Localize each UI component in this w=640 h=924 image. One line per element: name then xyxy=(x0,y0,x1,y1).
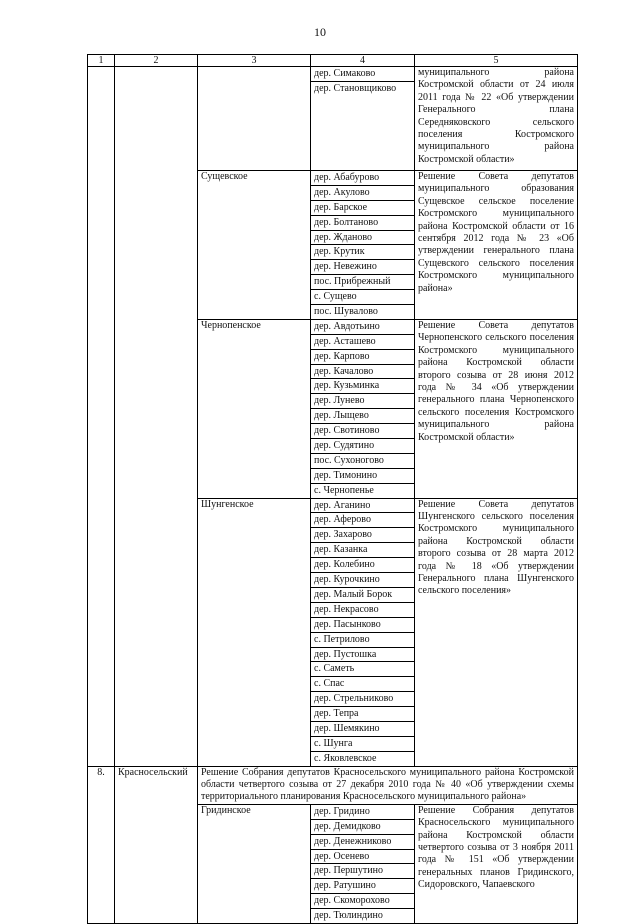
village-name: дер. Судятино xyxy=(311,439,414,454)
village-name: дер. Тюлиндино xyxy=(314,910,383,922)
village-name: дер. Скоморохово xyxy=(311,894,414,909)
village-name: с. Спас xyxy=(311,677,414,692)
village-name: пос. Сухоногово xyxy=(311,454,414,469)
settlement-name: Чернопенское xyxy=(198,319,311,498)
decision-cell: Решение Совета депутатов муниципального образования Сущевское сельское поселение Костромского муниципального района Костромской области от 16 сентября 2012 года № 23 «Об утверждении генерального плана Сущевского сельского поселения Костромского муниципального района» xyxy=(415,171,578,320)
village-name: дер. Карпово xyxy=(311,350,414,365)
column-number: 5 xyxy=(415,55,578,67)
village-name: дер. Крутик xyxy=(311,245,414,260)
village-name: дер. Тепра xyxy=(311,707,414,722)
village-name: дер. Стрельниково xyxy=(311,692,414,707)
village-name: дер. Авдотьино xyxy=(311,320,414,335)
village-name: с. Петрилово xyxy=(311,633,414,648)
table-row xyxy=(88,766,578,804)
village-name: дер. Кузьминка xyxy=(311,379,414,394)
village-name: дер. Тимонино xyxy=(311,469,414,484)
settlement-name: Гридинское xyxy=(198,804,311,923)
village-name: дер. Захарово xyxy=(311,528,414,543)
village-name: дер. Симаково xyxy=(311,67,414,82)
village-name: дер. Некрасово xyxy=(311,603,414,618)
settlement-name: Шунгенское xyxy=(198,498,311,766)
village-name: дер. Барское xyxy=(311,201,414,216)
village-name: дер. Демидково xyxy=(311,820,414,835)
village-name: дер. Абабурово xyxy=(311,171,414,186)
village-name: дер. Малый Борок xyxy=(311,588,414,603)
village-name: пос. Прибрежный xyxy=(311,275,414,290)
village-cell xyxy=(311,171,415,320)
village-name: дер. Денежниково xyxy=(311,835,414,850)
village-name: дер. Жданово xyxy=(311,231,414,246)
decision-cell: муниципального района Костромской области от 24 июля 2011 года № 22 «Об утверждении Генерального плана Середняковского сельского поселения Костромского муниципального района Костромской области» xyxy=(415,67,578,171)
decision-cell: Решение Совета депутатов Шунгенского сельского поселения Костромского муниципального района Костромской области второго созыва от 28 марта 2012 года № 18 «Об утверждении Генерального плана Шунгенского сельского поселения» xyxy=(415,498,578,766)
village-name: дер. Колебино xyxy=(311,558,414,573)
column-number: 4 xyxy=(311,55,415,67)
village-name: дер. Першутино xyxy=(311,864,414,879)
village-name: дер. Болтаново xyxy=(311,216,414,231)
decision-cell: Решение Совета депутатов Чернопенского сельского поселения Костромского муниципального района Костромской области второго созыва от 28 июня 2012 года № 34 «Об утверждении генерального плана Чернопенского сельского поселения Костромского муниципального района Костромской области» xyxy=(415,319,578,498)
village-name: дер. Качалово xyxy=(311,365,414,380)
village-name: дер. Казанка xyxy=(311,543,414,558)
village-name: дер. Курочкино xyxy=(311,573,414,588)
empty-cell xyxy=(198,67,311,171)
village-name: дер. Пасынково xyxy=(311,618,414,633)
column-number: 1 xyxy=(88,55,115,67)
village-name: дер. Шемякино xyxy=(311,722,414,737)
village-name: дер. Лыщево xyxy=(311,409,414,424)
settlements-table xyxy=(87,54,578,924)
district-name: Красносельский xyxy=(115,766,198,923)
decision-cell: Решение Собрания депутатов Красносельского муниципального района Костромской области четвертого созыва от 3 ноября 2011 года № 151 «Об утверждении генеральных планов Гридинского, Сидоровского, Чапаевского xyxy=(415,804,578,923)
table-row xyxy=(88,67,578,171)
settlement-name: Сущевское xyxy=(198,171,311,320)
district-number: 8. xyxy=(88,766,115,923)
village-name: с. Сущево xyxy=(311,290,414,305)
village-name: дер. Акулово xyxy=(311,186,414,201)
column-number: 3 xyxy=(198,55,311,67)
village-name: дер. Свотиново xyxy=(311,424,414,439)
village-name: с. Чернопенье xyxy=(314,484,374,496)
village-cell xyxy=(311,498,415,766)
village-name: дер. Становщиково xyxy=(314,82,397,94)
village-name: дер. Лунево xyxy=(311,394,414,409)
column-number-row xyxy=(88,55,578,67)
village-name: дер. Ратушино xyxy=(311,879,414,894)
district-decision: Решение Собрания депутатов Красносельского муниципального района Костромской области четвертого созыва от 27 декабря 2010 года № 40 «Об утверждении схемы территориального планирования Красносельского муниципального района» xyxy=(198,766,578,804)
village-name: дер. Асташево xyxy=(311,335,414,350)
village-cell xyxy=(311,67,415,171)
village-name: дер. Аферово xyxy=(311,513,414,528)
village-name: с. Саметь xyxy=(311,662,414,677)
village-name: с. Шунга xyxy=(311,737,414,752)
village-name: дер. Осенево xyxy=(311,850,414,865)
empty-cell xyxy=(115,67,198,767)
village-name: с. Яковлевское xyxy=(314,752,377,764)
village-name: дер. Гридино xyxy=(311,805,414,820)
village-cell xyxy=(311,804,415,923)
village-cell xyxy=(311,319,415,498)
column-number: 2 xyxy=(115,55,198,67)
village-name: дер. Пустошка xyxy=(311,648,414,663)
village-name: дер. Аганино xyxy=(311,499,414,514)
village-name: дер. Невежино xyxy=(311,260,414,275)
empty-cell xyxy=(88,67,115,767)
page-number: 10 xyxy=(314,25,326,39)
village-name: пос. Шувалово xyxy=(314,306,378,318)
